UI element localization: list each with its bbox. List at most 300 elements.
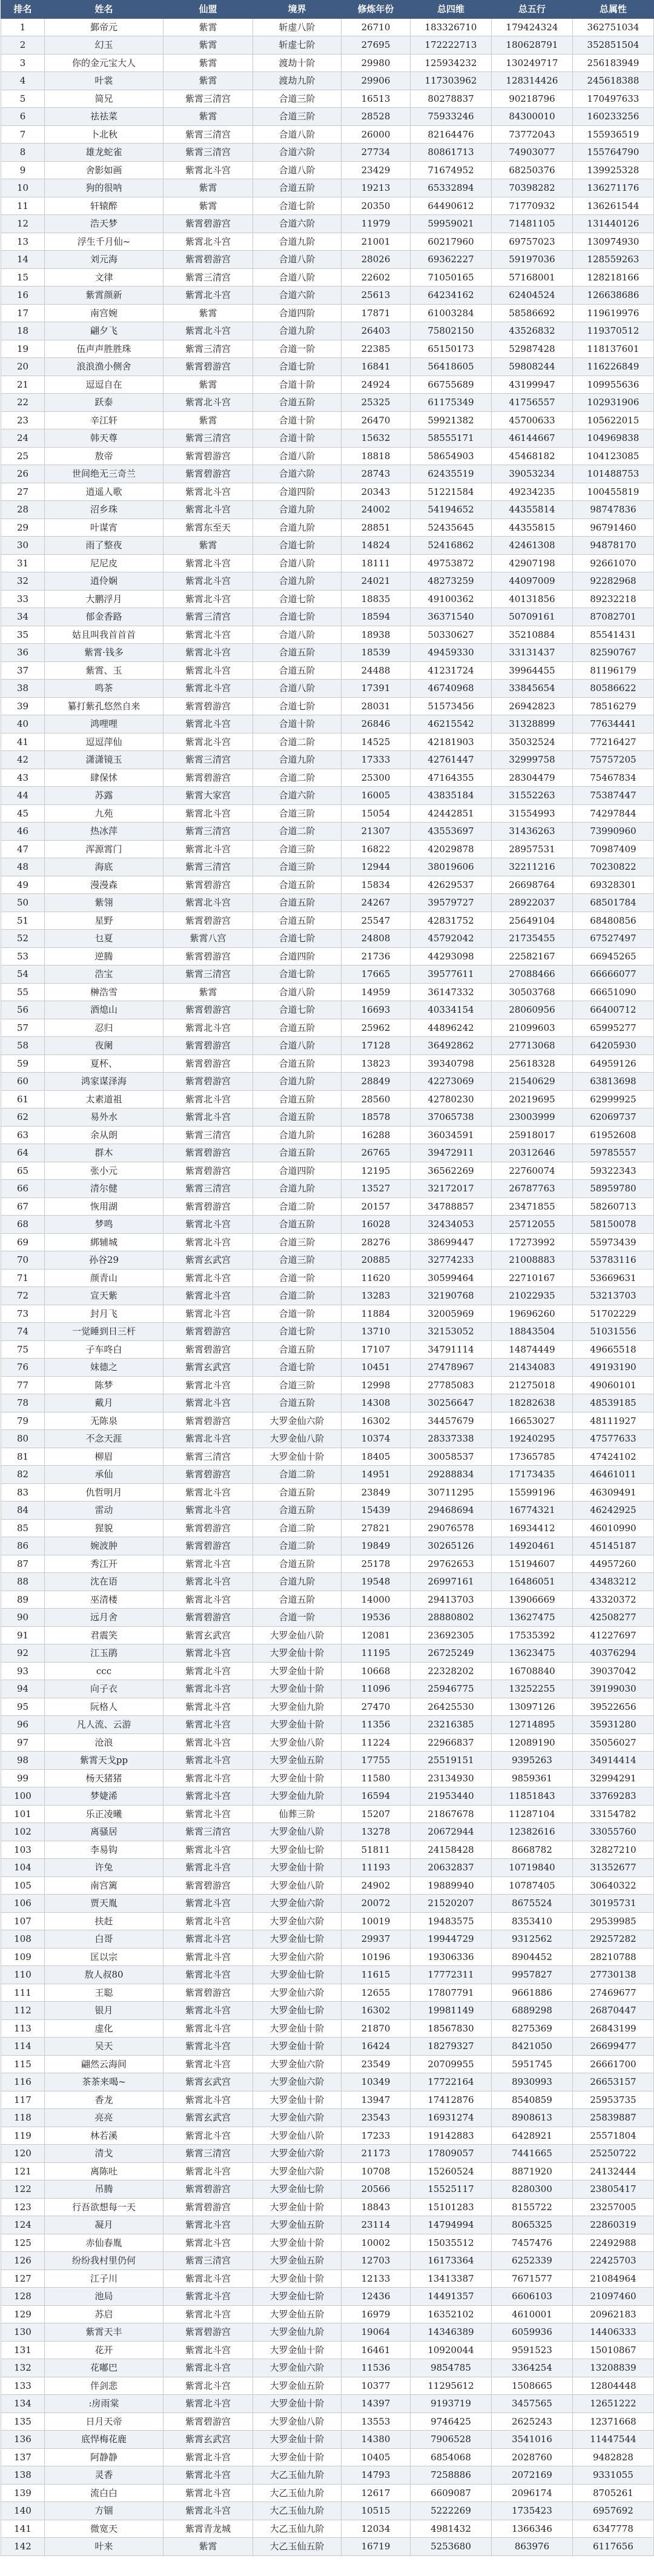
attr-cell: 136261544 <box>573 197 654 215</box>
attr-cell: 51031556 <box>573 1323 654 1341</box>
realm-cell: 合道八阶 <box>253 983 342 1001</box>
table-row <box>1 518 654 537</box>
rank-cell: 40 <box>1 715 45 733</box>
rank-cell: 133 <box>1 2377 45 2395</box>
header-realm[interactable]: 境界 <box>253 1 342 19</box>
alliance-cell: 紫霄北斗宫 <box>164 1216 253 1234</box>
header-total-four-dimensions[interactable]: 总四维 <box>411 1 492 19</box>
name-cell: 无陈泉 <box>45 1412 164 1430</box>
attr-cell: 6117656 <box>573 2538 654 2556</box>
five-elem-cell: 28922037 <box>492 894 573 912</box>
years-cell: 11356 <box>342 1716 411 1734</box>
header-total-attributes[interactable]: 总属性 <box>573 1 654 19</box>
rank-cell: 118 <box>1 2109 45 2127</box>
realm-cell: 斩虚八阶 <box>253 18 342 36</box>
alliance-cell: 紫霄北斗宫 <box>164 501 253 519</box>
years-cell: 16461 <box>342 2341 411 2359</box>
alliance-cell: 紫霄三清宫 <box>164 429 253 448</box>
rank-cell: 113 <box>1 2019 45 2038</box>
table-header-row <box>1 1 654 19</box>
years-cell: 28851 <box>342 518 411 537</box>
years-cell: 29906 <box>342 72 411 90</box>
table-row <box>1 1269 654 1287</box>
rank-cell: 105 <box>1 1876 45 1895</box>
five-elem-cell: 6428921 <box>492 2127 573 2145</box>
name-cell: 吊腾 <box>45 2180 164 2199</box>
years-cell: 16424 <box>342 2038 411 2056</box>
attr-cell: 14406333 <box>573 2323 654 2342</box>
realm-cell: 大罗金仙十阶 <box>253 2198 342 2216</box>
rank-cell: 54 <box>1 965 45 984</box>
four-dim-cell: 19306336 <box>411 1948 492 1966</box>
realm-cell: 合道七阶 <box>253 1001 342 1019</box>
four-dim-cell: 15101283 <box>411 2198 492 2216</box>
name-cell: 白哥 <box>45 1930 164 1949</box>
name-cell: 逍伶娴 <box>45 572 164 591</box>
rank-cell: 129 <box>1 2305 45 2323</box>
four-dim-cell: 39579727 <box>411 894 492 912</box>
rank-cell: 41 <box>1 733 45 751</box>
five-elem-cell: 42907198 <box>492 554 573 572</box>
attr-cell: 53783116 <box>573 1251 654 1270</box>
realm-cell: 大罗金仙五阶 <box>253 2377 342 2395</box>
five-elem-cell: 8280300 <box>492 2180 573 2199</box>
years-cell: 25178 <box>342 1555 411 1573</box>
realm-cell: 合道三阶 <box>253 804 342 823</box>
table-row <box>1 1662 654 1680</box>
name-cell: 紫霄天丰 <box>45 2323 164 2342</box>
rank-cell: 112 <box>1 2002 45 2020</box>
years-cell: 23849 <box>342 1483 411 1502</box>
name-cell: 群木 <box>45 1144 164 1162</box>
attr-cell: 58150078 <box>573 1216 654 1234</box>
realm-cell: 合道七阶 <box>253 1323 342 1341</box>
alliance-cell: 紫霄北斗宫 <box>164 1841 253 1859</box>
years-cell: 13278 <box>342 1823 411 1841</box>
years-cell: 16719 <box>342 2538 411 2556</box>
name-cell: 凝月 <box>45 2216 164 2234</box>
years-cell: 19213 <box>342 179 411 197</box>
table-row <box>1 1876 654 1895</box>
rank-cell: 92 <box>1 1644 45 1663</box>
attr-cell: 68480856 <box>573 912 654 930</box>
four-dim-cell: 39340798 <box>411 1055 492 1073</box>
years-cell: 27695 <box>342 36 411 55</box>
alliance-cell: 紫霄玄武宫 <box>164 1359 253 1377</box>
four-dim-cell: 29468694 <box>411 1502 492 1520</box>
realm-cell: 合道五阶 <box>253 1555 342 1573</box>
attr-cell: 170497633 <box>573 90 654 108</box>
name-cell: 逆腾 <box>45 947 164 965</box>
alliance-cell: 紫霄三清宫 <box>164 858 253 876</box>
rank-cell: 7 <box>1 125 45 144</box>
name-cell: 紫霄天戈pp <box>45 1752 164 1770</box>
alliance-cell: 紫霄 <box>164 18 253 36</box>
attr-cell: 80586622 <box>573 680 654 698</box>
attr-cell: 66400712 <box>573 1001 654 1019</box>
table-row <box>1 2198 654 2216</box>
four-dim-cell: 19944729 <box>411 1930 492 1949</box>
table-row <box>1 2145 654 2163</box>
years-cell: 14951 <box>342 1466 411 1484</box>
realm-cell: 合道三阶 <box>253 1233 342 1251</box>
table-row <box>1 1609 654 1627</box>
attr-cell: 51702229 <box>573 1305 654 1323</box>
alliance-cell: 紫霄八宫 <box>164 930 253 948</box>
years-cell: 18938 <box>342 626 411 644</box>
table-row <box>1 268 654 286</box>
header-cultivation-years[interactable]: 修炼年份 <box>342 1 411 19</box>
five-elem-cell: 15599196 <box>492 1483 573 1502</box>
five-elem-cell: 3364254 <box>492 2359 573 2377</box>
alliance-cell: 紫霄北斗宫 <box>164 2448 253 2466</box>
alliance-cell: 紫霄 <box>164 304 253 322</box>
rank-cell: 34 <box>1 608 45 626</box>
years-cell: 16979 <box>342 2305 411 2323</box>
header-alliance[interactable]: 仙盟 <box>164 1 253 19</box>
name-cell: 林若溪 <box>45 2127 164 2145</box>
years-cell: 29937 <box>342 1930 411 1949</box>
rank-cell: 27 <box>1 483 45 501</box>
alliance-cell: 紫霄北斗宫 <box>164 2038 253 2056</box>
years-cell: 15632 <box>342 429 411 448</box>
attr-cell: 155764790 <box>573 144 654 162</box>
alliance-cell: 紫霄北斗宫 <box>164 1930 253 1949</box>
realm-cell: 合道九阶 <box>253 322 342 340</box>
table-row <box>1 572 654 591</box>
alliance-cell: 紫霄北斗宫 <box>164 1787 253 1806</box>
table-row <box>1 1841 654 1859</box>
five-elem-cell: 21099603 <box>492 1019 573 1037</box>
realm-cell: 合道四阶 <box>253 304 342 322</box>
header-rank[interactable]: 排名 <box>1 1 45 19</box>
table-row <box>1 2162 654 2180</box>
attr-cell: 26843199 <box>573 2019 654 2038</box>
years-cell: 27734 <box>342 144 411 162</box>
years-cell: 28276 <box>342 1233 411 1251</box>
name-cell: 幻玉 <box>45 36 164 55</box>
name-cell: 杨天猪猪 <box>45 1769 164 1787</box>
realm-cell: 大罗金仙六阶 <box>253 2073 342 2091</box>
rank-cell: 59 <box>1 1055 45 1073</box>
realm-cell: 大罗金仙六阶 <box>253 2055 342 2073</box>
attr-cell: 136271176 <box>573 179 654 197</box>
five-elem-cell: 16486051 <box>492 1573 573 1591</box>
attr-cell: 46461011 <box>573 1466 654 1484</box>
attr-cell: 48111927 <box>573 1412 654 1430</box>
years-cell: 12998 <box>342 1376 411 1394</box>
five-elem-cell: 50709161 <box>492 608 573 626</box>
four-dim-cell: 13413387 <box>411 2270 492 2288</box>
table-row <box>1 233 654 251</box>
years-cell: 24267 <box>342 894 411 912</box>
rank-cell: 93 <box>1 1662 45 1680</box>
alliance-cell: 紫霄碧游宫 <box>164 1466 253 1484</box>
realm-cell: 合道八阶 <box>253 447 342 465</box>
attr-cell: 65995277 <box>573 1019 654 1037</box>
alliance-cell: 紫霄北斗宫 <box>164 1555 253 1573</box>
alliance-cell: 紫霄三清宫 <box>164 2145 253 2163</box>
alliance-cell: 紫霄北斗宫 <box>164 1716 253 1734</box>
rank-cell: 74 <box>1 1323 45 1341</box>
rank-cell: 42 <box>1 751 45 769</box>
name-cell: 敖帝 <box>45 447 164 465</box>
four-dim-cell: 75802150 <box>411 322 492 340</box>
attr-cell: 64959126 <box>573 1055 654 1073</box>
five-elem-cell: 45468182 <box>492 447 573 465</box>
years-cell: 26000 <box>342 125 411 144</box>
five-elem-cell: 9591523 <box>492 2341 573 2359</box>
alliance-cell: 紫霄碧游宫 <box>164 1197 253 1216</box>
alliance-cell: 紫霄北斗宫 <box>164 1108 253 1127</box>
attr-cell: 118137601 <box>573 340 654 358</box>
name-cell: 浩天梦 <box>45 215 164 233</box>
four-dim-cell: 19483575 <box>411 1912 492 1930</box>
realm-cell: 合道一阶 <box>253 1305 342 1323</box>
realm-cell: 合道九阶 <box>253 1126 342 1144</box>
name-cell: 雄龙蛇雀 <box>45 144 164 162</box>
name-cell: 韩天尊 <box>45 429 164 448</box>
realm-cell: 大罗金仙六阶 <box>253 2109 342 2127</box>
rank-cell: 131 <box>1 2341 45 2359</box>
four-dim-cell: 64234162 <box>411 286 492 305</box>
years-cell: 12703 <box>342 2252 411 2270</box>
five-elem-cell: 7671577 <box>492 2270 573 2288</box>
rank-cell: 107 <box>1 1912 45 1930</box>
alliance-cell: 紫霄碧游宫 <box>164 1519 253 1537</box>
years-cell: 20885 <box>342 1251 411 1270</box>
five-elem-cell: 44097009 <box>492 572 573 591</box>
rank-cell: 57 <box>1 1019 45 1037</box>
alliance-cell: 紫霄北斗宫 <box>164 1680 253 1698</box>
five-elem-cell: 31328899 <box>492 715 573 733</box>
name-cell: 浩宝 <box>45 965 164 984</box>
table-row <box>1 608 654 626</box>
attr-cell: 58260713 <box>573 1197 654 1216</box>
rank-cell: 58 <box>1 1037 45 1055</box>
four-dim-cell: 34791114 <box>411 1340 492 1359</box>
four-dim-cell: 34457679 <box>411 1412 492 1430</box>
alliance-cell: 紫霄北斗宫 <box>164 2341 253 2359</box>
realm-cell: 大乙玉仙五阶 <box>253 2538 342 2556</box>
four-dim-cell: 61175349 <box>411 394 492 412</box>
rank-cell: 96 <box>1 1716 45 1734</box>
years-cell: 10708 <box>342 2162 411 2180</box>
alliance-cell: 紫霄三清宫 <box>164 751 253 769</box>
years-cell: 18835 <box>342 590 411 608</box>
table-row <box>1 358 654 376</box>
attr-cell: 96791460 <box>573 518 654 537</box>
years-cell: 18594 <box>342 608 411 626</box>
attr-cell: 77634441 <box>573 715 654 733</box>
attr-cell: 22492988 <box>573 2234 654 2252</box>
four-dim-cell: 20709955 <box>411 2055 492 2073</box>
table-row <box>1 1287 654 1305</box>
attr-cell: 22860319 <box>573 2216 654 2234</box>
years-cell: 24902 <box>342 1876 411 1895</box>
years-cell: 17333 <box>342 751 411 769</box>
table-row <box>1 2305 654 2323</box>
five-elem-cell: 42461308 <box>492 537 573 555</box>
table-row <box>1 1733 654 1752</box>
four-dim-cell: 125934232 <box>411 54 492 72</box>
name-cell: 猩貌 <box>45 1519 164 1537</box>
realm-cell: 合道五阶 <box>253 876 342 894</box>
alliance-cell: 紫霄碧游宫 <box>164 1876 253 1895</box>
attr-cell: 35931280 <box>573 1716 654 1734</box>
years-cell: 22385 <box>342 340 411 358</box>
realm-cell: 大罗金仙八阶 <box>253 1876 342 1895</box>
five-elem-cell: 16934412 <box>492 1519 573 1537</box>
name-cell: 清戈 <box>45 2145 164 2163</box>
alliance-cell: 紫霄北斗宫 <box>164 2019 253 2038</box>
name-cell: 梦鸣 <box>45 1216 164 1234</box>
table-row <box>1 1787 654 1806</box>
realm-cell: 大乙玉仙九阶 <box>253 2520 342 2538</box>
five-elem-cell: 10719840 <box>492 1859 573 1877</box>
name-cell: 李易钩 <box>45 1841 164 1859</box>
alliance-cell: 紫霄北斗宫 <box>164 1483 253 1502</box>
realm-cell: 大罗金仙十阶 <box>253 1448 342 1466</box>
alliance-cell: 紫霄北斗宫 <box>164 2484 253 2502</box>
four-dim-cell: 15035512 <box>411 2234 492 2252</box>
four-dim-cell: 10920044 <box>411 2341 492 2359</box>
five-elem-cell: 11287104 <box>492 1805 573 1823</box>
name-cell: 你的金元宝大人 <box>45 54 164 72</box>
attr-cell: 43320372 <box>573 1591 654 1609</box>
name-cell: 孙谷29 <box>45 1251 164 1270</box>
attr-cell: 40376294 <box>573 1644 654 1663</box>
name-cell: 热冰萍 <box>45 823 164 841</box>
alliance-cell: 紫霄北斗宫 <box>164 1966 253 1984</box>
table-row <box>1 983 654 1001</box>
five-elem-cell: 13252255 <box>492 1680 573 1698</box>
years-cell: 26470 <box>342 411 411 429</box>
alliance-cell: 紫霄北斗宫 <box>164 1394 253 1412</box>
years-cell: 15207 <box>342 1805 411 1823</box>
five-elem-cell: 74903077 <box>492 144 573 162</box>
alliance-cell: 紫霄北斗宫 <box>164 1233 253 1251</box>
four-dim-cell: 14346389 <box>411 2323 492 2342</box>
name-cell: 叶裳 <box>45 72 164 90</box>
attr-cell: 13208839 <box>573 2359 654 2377</box>
name-cell: 向子衣 <box>45 1680 164 1698</box>
realm-cell: 大罗金仙十阶 <box>253 2395 342 2413</box>
attr-cell: 78516279 <box>573 697 654 715</box>
rank-cell: 86 <box>1 1537 45 1555</box>
four-dim-cell: 9193719 <box>411 2395 492 2413</box>
five-elem-cell: 21275018 <box>492 1376 573 1394</box>
rank-cell: 120 <box>1 2145 45 2163</box>
five-elem-cell: 21008883 <box>492 1251 573 1270</box>
name-cell: 星野 <box>45 912 164 930</box>
table-row <box>1 1394 654 1412</box>
rank-cell: 2 <box>1 36 45 55</box>
name-cell: 鸿家谋泽海 <box>45 1073 164 1091</box>
rank-cell: 16 <box>1 286 45 305</box>
five-elem-cell: 26787763 <box>492 1180 573 1198</box>
table-row <box>1 90 654 108</box>
alliance-cell: 紫霄北斗宫 <box>164 1287 253 1305</box>
four-dim-cell: 47164355 <box>411 769 492 787</box>
name-cell: 茶茶来喝~ <box>45 2073 164 2091</box>
years-cell: 23429 <box>342 161 411 179</box>
table-row <box>1 1912 654 1930</box>
rank-cell: 44 <box>1 787 45 805</box>
realm-cell: 渡劫十阶 <box>253 54 342 72</box>
five-elem-cell: 8871920 <box>492 2162 573 2180</box>
realm-cell: 大罗金仙十阶 <box>253 2431 342 2449</box>
five-elem-cell: 8904452 <box>492 1948 573 1966</box>
rank-cell: 1 <box>1 18 45 36</box>
attr-cell: 8705261 <box>573 2484 654 2502</box>
years-cell: 24924 <box>342 376 411 394</box>
years-cell: 22602 <box>342 268 411 286</box>
alliance-cell: 紫霄北斗宫 <box>164 2305 253 2323</box>
rank-cell: 3 <box>1 54 45 72</box>
alliance-cell: 紫霄北斗宫 <box>164 2162 253 2180</box>
table-row <box>1 590 654 608</box>
rank-cell: 128 <box>1 2288 45 2306</box>
table-row <box>1 2055 654 2073</box>
table-row <box>1 1340 654 1359</box>
name-cell: 虚化 <box>45 2019 164 2038</box>
realm-cell: 合道七阶 <box>253 197 342 215</box>
attr-cell: 59785557 <box>573 1144 654 1162</box>
alliance-cell: 紫霄三清宫 <box>164 144 253 162</box>
years-cell: 20566 <box>342 2180 411 2199</box>
years-cell: 12034 <box>342 2520 411 2538</box>
five-elem-cell: 9661886 <box>492 1984 573 2002</box>
five-elem-cell: 25712055 <box>492 1216 573 1234</box>
alliance-cell: 紫霄北斗宫 <box>164 1769 253 1787</box>
years-cell: 11620 <box>342 1269 411 1287</box>
rank-cell: 69 <box>1 1233 45 1251</box>
name-cell: 乐正凌曦 <box>45 1805 164 1823</box>
five-elem-cell: 70398282 <box>492 179 573 197</box>
realm-cell: 合道九阶 <box>253 233 342 251</box>
rank-cell: 76 <box>1 1359 45 1377</box>
rank-cell: 31 <box>1 554 45 572</box>
rank-cell: 47 <box>1 840 45 858</box>
name-cell: 吴天 <box>45 2038 164 2056</box>
name-cell: 仇哲明月 <box>45 1483 164 1502</box>
four-dim-cell: 38699447 <box>411 1233 492 1251</box>
four-dim-cell: 36492862 <box>411 1037 492 1055</box>
attr-cell: 39522656 <box>573 1698 654 1716</box>
realm-cell: 大罗金仙八阶 <box>253 1626 342 1644</box>
realm-cell: 合道五阶 <box>253 1108 342 1127</box>
four-dim-cell: 64490612 <box>411 197 492 215</box>
rank-cell: 67 <box>1 1197 45 1216</box>
name-cell: 流白白 <box>45 2484 164 2502</box>
table-row <box>1 1037 654 1055</box>
attr-cell: 85541431 <box>573 626 654 644</box>
five-elem-cell: 22710167 <box>492 1269 573 1287</box>
header-total-five-elements[interactable]: 总五行 <box>492 1 573 19</box>
table-row <box>1 2234 654 2252</box>
five-elem-cell: 31552263 <box>492 787 573 805</box>
four-dim-cell: 29076578 <box>411 1519 492 1537</box>
name-cell: 海底 <box>45 858 164 876</box>
name-cell: 微宽天 <box>45 2520 164 2538</box>
table-row <box>1 483 654 501</box>
header-name[interactable]: 姓名 <box>45 1 164 19</box>
realm-cell: 合道三阶 <box>253 1251 342 1270</box>
attr-cell: 39199030 <box>573 1680 654 1698</box>
four-dim-cell: 51221584 <box>411 483 492 501</box>
four-dim-cell: 40334154 <box>411 1001 492 1019</box>
